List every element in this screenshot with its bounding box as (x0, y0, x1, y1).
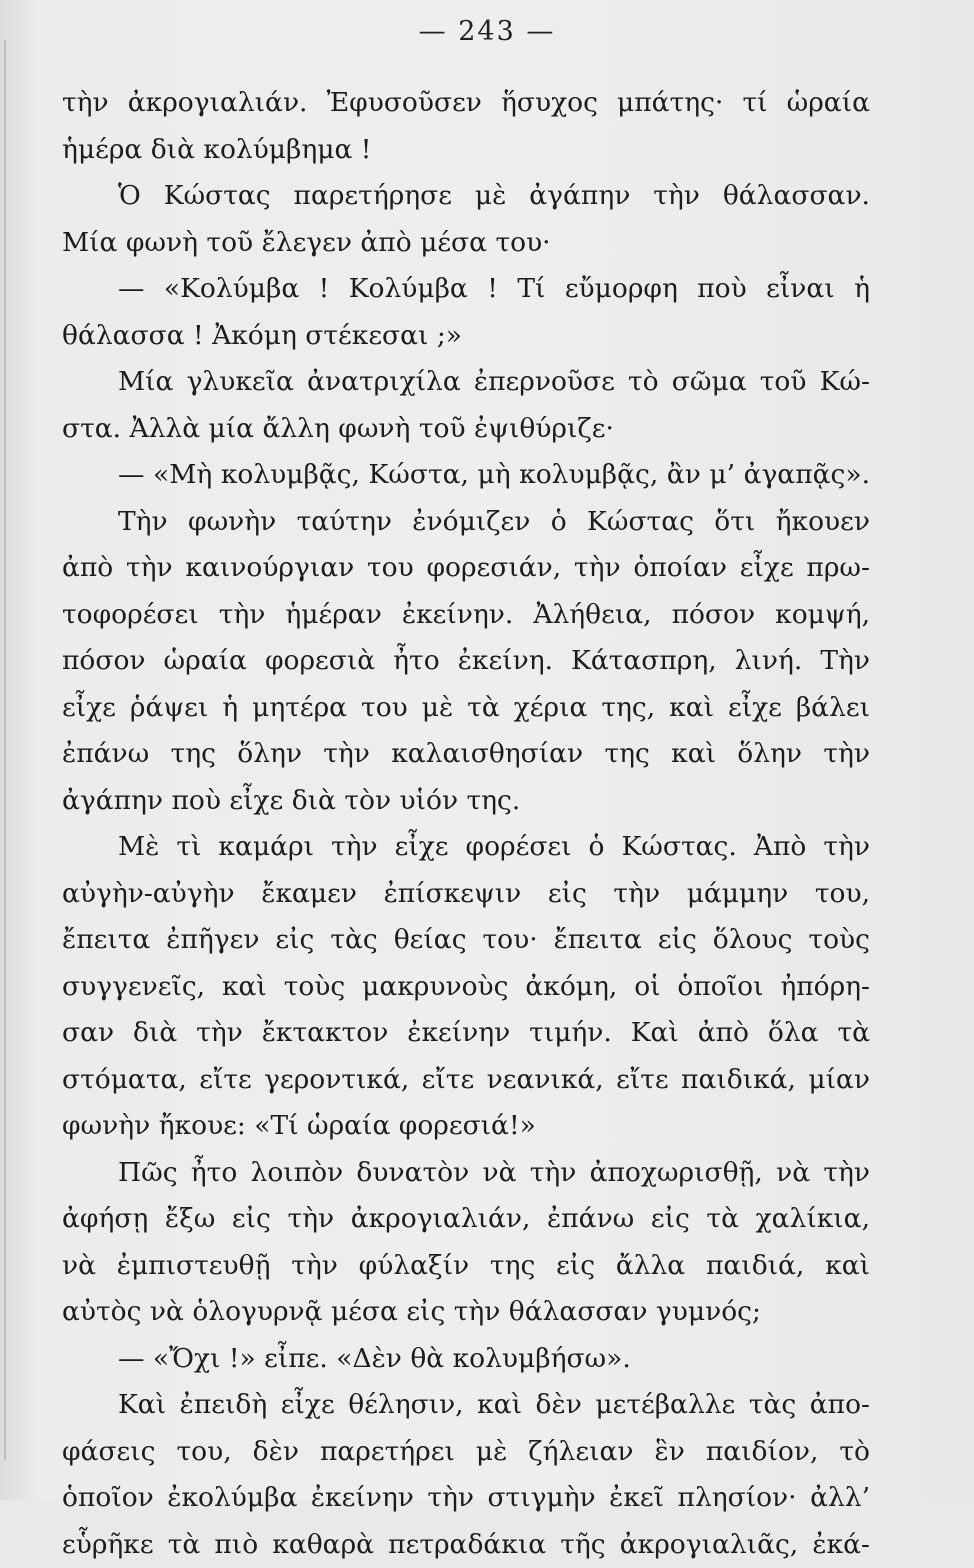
text-line: φωνὴν ἤκουε: «Τί ὡραία φορεσιά!» (62, 1103, 870, 1150)
text-line: Μία φωνὴ τοῦ ἔλεγεν ἀπὸ μέσα του· (62, 220, 870, 267)
text-line: Τὴν φωνὴν ταύτην ἐνόμιζεν ὁ Κώστας ὅτι ἤκουεν (62, 499, 870, 546)
text-line: — «Μὴ κολυμβᾷς, Κώστα, μὴ κολυμβᾷς, ἂν μ’ ἀγαπᾷς». (62, 452, 870, 499)
text-line: ἀπὸ τὴν καινούργιαν του φορεσιάν, τὴν ὁποίαν εἶχε πρω- (62, 545, 870, 592)
text-line: φάσεις του, δὲν παρετήρει μὲ ζήλειαν ἓν παιδίον, τὸ (62, 1429, 870, 1476)
text-line: τὴν ἀκρογιαλιάν. Ἐφυσοῦσεν ἥσυχος μπάτης· τί ὡραία (62, 80, 870, 127)
text-line: ἡμέρα διὰ κολύμβημα ! (62, 127, 870, 174)
text-line: νὰ ἐμπιστευθῇ τὴν φύλαξίν της εἰς ἄλλα παιδιά, καὶ (62, 1243, 870, 1290)
text-line: ἔπειτα ἐπῆγεν εἰς τὰς θείας του· ἔπειτα εἰς ὅλους τοὺς (62, 917, 870, 964)
text-line: τοφορέσει τὴν ἡμέραν ἐκείνην. Ἀλήθεια, πόσον κομψή, (62, 592, 870, 639)
text-line: ὁποῖον ἐκολύμβα ἐκείνην τὴν στιγμὴν ἐκεῖ πλησίον· ἀλλ’ (62, 1475, 870, 1522)
page-edge-shadow (4, 40, 6, 1460)
text-line: στα. Ἀλλὰ μία ἄλλη φωνὴ τοῦ ἐψιθύριζε· (62, 406, 870, 453)
text-line: Μὲ τὶ καμάρι τὴν εἶχε φορέσει ὁ Κώστας. Ἀπὸ τὴν (62, 824, 870, 871)
page-number: — 243 — (0, 16, 974, 47)
text-line: εὗρῆκε τὰ πιὸ καθαρὰ πετραδάκια τῆς ἀκρογιαλιᾶς, ἐκά- (62, 1522, 870, 1568)
text-line: θάλασσα ! Ἀκόμη στέκεσαι ;» (62, 313, 870, 360)
text-line: Ὁ Κώστας παρετήρησε μὲ ἀγάπην τὴν θάλασσαν. (62, 173, 870, 220)
text-line: πόσον ὡραία φορεσιὰ ἦτο ἐκείνη. Κάτασπρη, λινή. Τὴν (62, 638, 870, 685)
text-line: Καὶ ἐπειδὴ εἶχε θέλησιν, καὶ δὲν μετέβαλλε τὰς ἀπο- (62, 1382, 870, 1429)
text-line: — «Κολύμβα ! Κολύμβα ! Τί εὔμορφη ποὺ εἶναι ἡ (62, 266, 870, 313)
text-line: αὐτὸς νὰ ὁλογυρνᾷ μέσα εἰς τὴν θάλασσαν γυμνός; (62, 1289, 870, 1336)
text-line: ἐπάνω της ὅλην τὴν καλαισθησίαν της καὶ ὅλην τὴν (62, 731, 870, 778)
text-line: — «Ὄχι !» εἶπε. «Δὲν θὰ κολυμβήσω». (62, 1336, 870, 1383)
text-line: σαν διὰ τὴν ἔκτακτον ἐκείνην τιμήν. Καὶ ἀπὸ ὅλα τὰ (62, 1010, 870, 1057)
text-line: συγγενεῖς, καὶ τοὺς μακρυνοὺς ἀκόμη, οἱ ὁποῖοι ἠπόρη- (62, 964, 870, 1011)
text-line: Πῶς ἦτο λοιπὸν δυνατὸν νὰ τὴν ἀποχωρισθῇ, νὰ τὴν (62, 1150, 870, 1197)
text-line: στόματα, εἴτε γεροντικά, εἴτε νεανικά, εἴτε παιδικά, μίαν (62, 1057, 870, 1104)
text-line: ἀφήσῃ ἔξω εἰς τὴν ἀκρογιαλιάν, ἐπάνω εἰς τὰ χαλίκια, (62, 1196, 870, 1243)
text-line: εἶχε ῥάψει ἡ μητέρα του μὲ τὰ χέρια της, καὶ εἶχε βάλει (62, 685, 870, 732)
body-text (62, 80, 870, 1568)
text-line: αὐγὴν-αὐγὴν ἔκαμεν ἐπίσκεψιν εἰς τὴν μάμμην του, (62, 871, 870, 918)
text-line: ἀγάπην ποὺ εἶχε διὰ τὸν υἱόν της. (62, 778, 870, 825)
text-line: Μία γλυκεῖα ἀνατριχίλα ἐπερνοῦσε τὸ σῶμα τοῦ Κώ- (62, 359, 870, 406)
